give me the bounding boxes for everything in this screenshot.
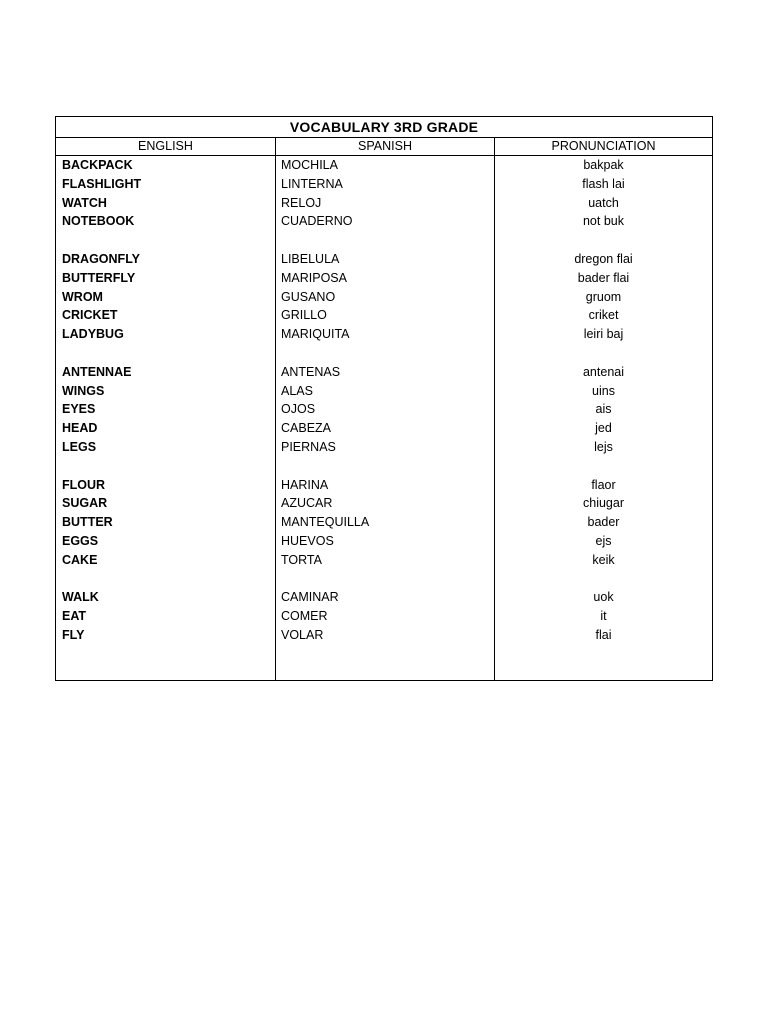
spanish-word-cell: HUEVOS	[281, 533, 334, 548]
spanish-word-cell: MOCHILA	[281, 158, 338, 172]
english-word-cell: FLASHLIGHT	[62, 176, 142, 191]
english-word-cell: SUGAR	[62, 496, 108, 511]
english-word-cell: CAKE	[62, 552, 98, 567]
header-pronunciation: PRONUNCIATION	[551, 139, 656, 153]
english-word-cell: EYES	[62, 402, 96, 417]
english-word-cell: CRICKET	[62, 308, 118, 323]
spanish-word-cell: ALAS	[281, 383, 313, 398]
pronunciation-cell: bader flai	[577, 270, 630, 285]
pronunciation-cell: leiri baj	[583, 327, 624, 342]
table-title: VOCABULARY 3RD GRADE	[56, 117, 712, 138]
header-spanish: SPANISH	[276, 138, 495, 155]
column-spanish	[276, 156, 495, 680]
pronunciation-cell: antenai	[582, 364, 624, 379]
pronunciation-cell	[495, 231, 712, 250]
english-word-cell: EGGS	[62, 533, 99, 548]
spanish-word-cell: MARIQUITA	[281, 327, 350, 342]
english-word-cell: WINGS	[62, 383, 105, 398]
pronunciation-cell: bader	[587, 515, 620, 530]
vocabulary-table	[55, 116, 713, 681]
spanish-word-cell: CUADERNO	[281, 214, 353, 229]
spanish-word-cell: ANTENAS	[281, 364, 341, 379]
english-word-cell: HEAD	[62, 421, 98, 436]
spanish-word-cell: GUSANO	[281, 289, 336, 304]
spanish-word-cell	[276, 231, 494, 250]
pronunciation-cell: flai	[595, 627, 612, 642]
spanish-word-cell: MARIPOSA	[281, 270, 347, 285]
pronunciation-cell: not buk	[582, 214, 624, 229]
pronunciation-cell	[495, 570, 712, 589]
spanish-word-cell: COMER	[281, 609, 328, 624]
header-english: ENGLISH	[56, 138, 276, 155]
pronunciation-cell: flash lai	[582, 176, 625, 191]
pronunciation-cell: uins	[592, 383, 615, 398]
pronunciation-cell: uatch	[588, 195, 619, 210]
pronunciation-cell: ais	[595, 402, 612, 417]
pronunciation-cell: bakpak	[583, 158, 624, 172]
spanish-word-cell: MANTEQUILLA	[281, 515, 370, 530]
english-word-cell: FLY	[62, 627, 85, 642]
pronunciation-cell: flaor	[591, 477, 616, 492]
pronunciation-cell	[495, 457, 712, 476]
spanish-word-cell: HARINA	[281, 477, 329, 492]
english-word-cell: BUTTER	[62, 515, 113, 530]
english-word-cell	[56, 344, 275, 363]
english-word-cell	[56, 570, 275, 589]
english-word-cell: NOTEBOOK	[62, 214, 135, 229]
table-header-row	[56, 138, 712, 156]
pronunciation-cell	[495, 344, 712, 363]
spanish-word-cell	[276, 457, 494, 476]
pronunciation-cell: uok	[593, 590, 614, 605]
spanish-word-cell: LINTERNA	[281, 176, 343, 191]
pronunciation-cell: ejs	[595, 533, 612, 548]
english-word-cell: WALK	[62, 590, 99, 605]
column-pronunciation	[495, 156, 712, 680]
pronunciation-cell: keik	[592, 552, 615, 567]
spanish-word-cell: PIERNAS	[281, 439, 336, 454]
pronunciation-cell: it	[600, 609, 607, 624]
pronunciation-cell: criket	[588, 308, 619, 323]
english-word-cell: FLOUR	[62, 477, 106, 492]
pronunciation-cell: lejs	[594, 439, 613, 454]
pronunciation-cell: gruom	[585, 289, 622, 304]
spanish-word-cell	[276, 570, 494, 589]
pronunciation-cell: jed	[595, 421, 612, 436]
english-word-cell: LEGS	[62, 439, 97, 454]
table-body	[56, 156, 712, 680]
english-word-cell	[56, 231, 275, 250]
english-word-cell: ANTENNAE	[62, 364, 132, 379]
spanish-word-cell: CAMINAR	[281, 590, 339, 605]
pronunciation-cell: dregon flai	[574, 251, 633, 266]
english-word-cell: WATCH	[62, 195, 107, 210]
english-word-cell: LADYBUG	[62, 327, 124, 342]
english-word-cell: BUTTERFLY	[62, 270, 136, 285]
spanish-word-cell	[276, 344, 494, 363]
spanish-word-cell: LIBELULA	[281, 251, 340, 266]
spanish-word-cell: VOLAR	[281, 627, 324, 642]
english-word-cell: BACKPACK	[62, 158, 133, 172]
english-word-cell: EAT	[62, 609, 87, 624]
english-word-cell: DRAGONFLY	[62, 251, 141, 266]
spanish-word-cell: CABEZA	[281, 421, 332, 436]
english-word-cell	[56, 457, 275, 476]
english-word-cell: WROM	[62, 289, 103, 304]
spanish-word-cell: OJOS	[281, 402, 316, 417]
pronunciation-cell: chiugar	[583, 496, 624, 511]
column-english	[56, 156, 276, 680]
spanish-word-cell: RELOJ	[281, 195, 322, 210]
spanish-word-cell: AZUCAR	[281, 496, 333, 511]
spanish-word-cell: GRILLO	[281, 308, 327, 323]
spanish-word-cell: TORTA	[281, 552, 322, 567]
